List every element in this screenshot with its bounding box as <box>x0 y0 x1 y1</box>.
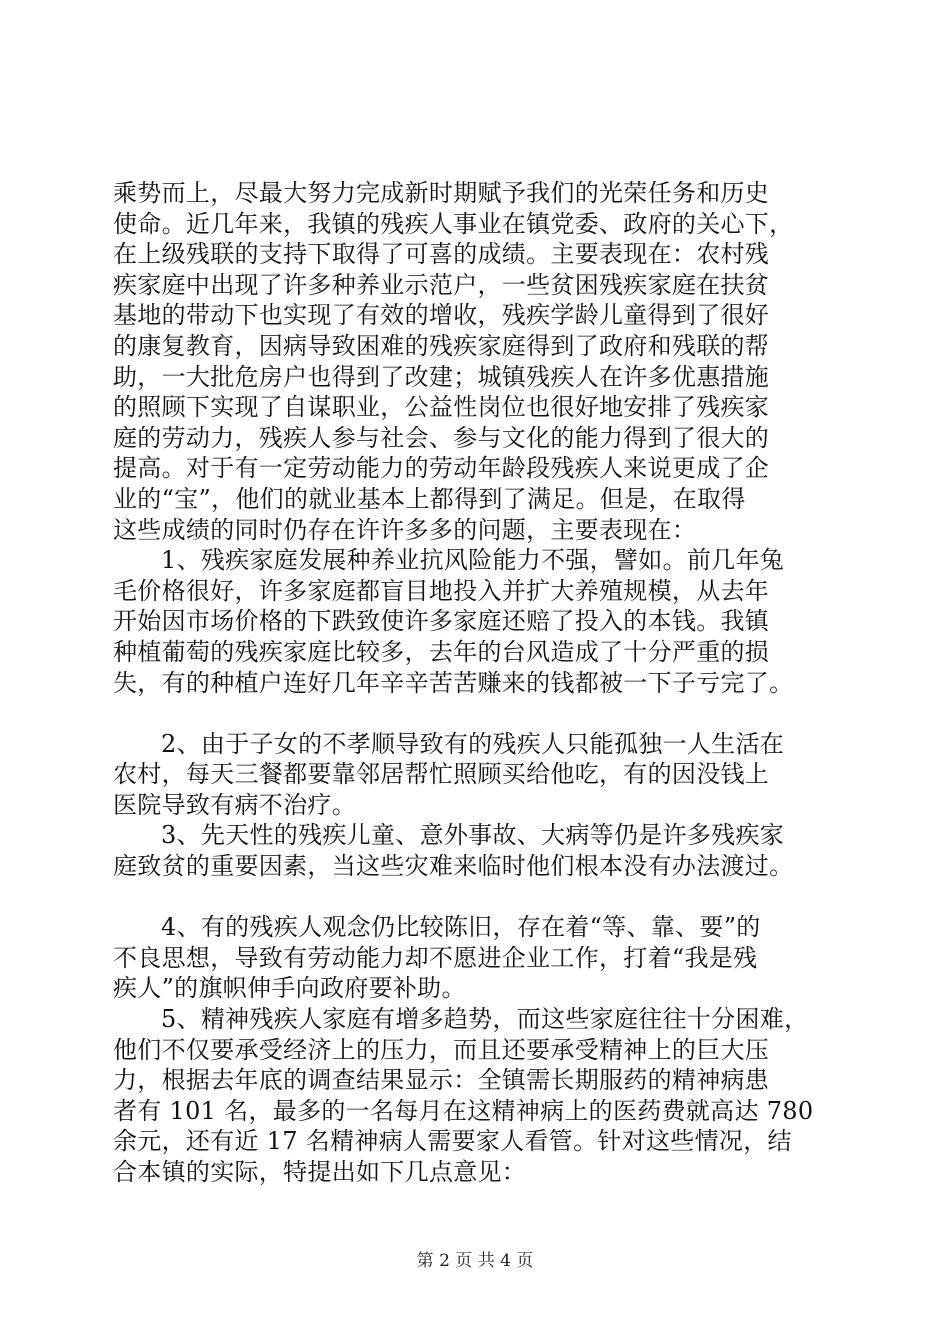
text-line: 疾人”的旗帜伸手向政府要补助。 <box>113 974 466 1003</box>
text-line: 助，一大批危房户也得到了改建；城镇残疾人在许多优惠措施 <box>113 362 770 391</box>
blank-line <box>113 698 848 729</box>
list-item-2-line: 2、由于子女的不孝顺导致有的残疾人只能孤独一人生活在 <box>161 729 785 758</box>
text-line: 基地的带动下也实现了有效的增收，残疾学龄儿童得到了很好 <box>113 301 770 330</box>
text-line: 者有 101 名，最多的一名每月在这精神病上的医药费就高达 780 <box>113 1096 814 1125</box>
text-line: 毛价格很好，许多家庭都盲目地投入并扩大养殖规模，从去年 <box>113 576 770 605</box>
text-line: 提高。对于有一定劳动能力的劳动年龄段残疾人来说更成了企 <box>113 454 770 483</box>
list-item-1-line: 1、残疾家庭发展种养业抗风险能力不强，譬如。前几年兔 <box>161 546 785 575</box>
text-line: 农村，每天三餐都要靠邻居帮忙照顾买给他吃，有的因没钱上 <box>113 760 770 789</box>
text-line: 医院导致有病不治疗。 <box>113 790 356 819</box>
page-number-label: 第 2 页 共 4 页 <box>416 1251 534 1271</box>
text-line: 的康复教育，因病导致困难的残疾家庭得到了政府和残联的帮 <box>113 331 770 360</box>
document-body <box>113 178 848 1188</box>
text-line: 疾家庭中出现了许多种养业示范户，一些贫困残疾家庭在扶贫 <box>113 270 770 299</box>
list-item-4-line: 4、有的残疾人观念仍比较陈旧，存在着“等、靠、要”的 <box>161 913 761 942</box>
text-line: 他们不仅要承受经济上的压力，而且还要承受精神上的巨大压 <box>113 1035 770 1064</box>
text-line: 力，根据去年底的调查结果显示：全镇需长期服药的精神病患 <box>113 1066 770 1095</box>
text-line: 庭的劳动力，残疾人参与社会、参与文化的能力得到了很大的 <box>113 423 770 452</box>
list-item-5-line: 5、精神残疾人家庭有增多趋势，而这些家庭往往十分困难， <box>161 1005 809 1034</box>
text-line: 业的“宝”，他们的就业基本上都得到了满足。但是，在取得 <box>113 484 746 513</box>
text-line: 失，有的种植户连好几年辛辛苦苦赚来的钱都被一下子亏完了。 <box>113 668 794 697</box>
text-line: 不良思想，导致有劳动能力却不愿进企业工作，打着“我是残 <box>113 943 758 972</box>
text-line: 余元，还有近 17 名精神病人需要家人看管。针对这些情况，结 <box>113 1127 792 1156</box>
text-line: 这些成绩的同时仍存在许许多多的问题，主要表现在： <box>113 515 697 544</box>
text-line: 的照顾下实现了自谋职业，公益性岗位也很好地安排了残疾家 <box>113 393 770 422</box>
page-footer <box>0 1251 950 1271</box>
blank-line <box>113 882 848 913</box>
text-line: 合本镇的实际，特提出如下几点意见： <box>113 1158 527 1186</box>
text-line: 开始因市场价格的下跌致使许多家庭还赔了投入的本钱。我镇 <box>113 607 770 636</box>
text-line: 使命。近几年来，我镇的残疾人事业在镇党委、政府的关心下， <box>113 209 794 238</box>
list-item-3-line: 3、先天性的残疾儿童、意外事故、大病等仍是许多残疾家 <box>161 821 785 850</box>
text-line: 庭致贫的重要因素，当这些灾难来临时他们根本没有办法渡过。 <box>113 852 794 881</box>
text-line: 乘势而上，尽最大努力完成新时期赋予我们的光荣任务和历史 <box>113 179 770 207</box>
text-line: 在上级残联的支持下取得了可喜的成绩。主要表现在：农村残 <box>113 240 770 269</box>
text-line: 种植葡萄的残疾家庭比较多，去年的台风造成了十分严重的损 <box>113 637 770 666</box>
